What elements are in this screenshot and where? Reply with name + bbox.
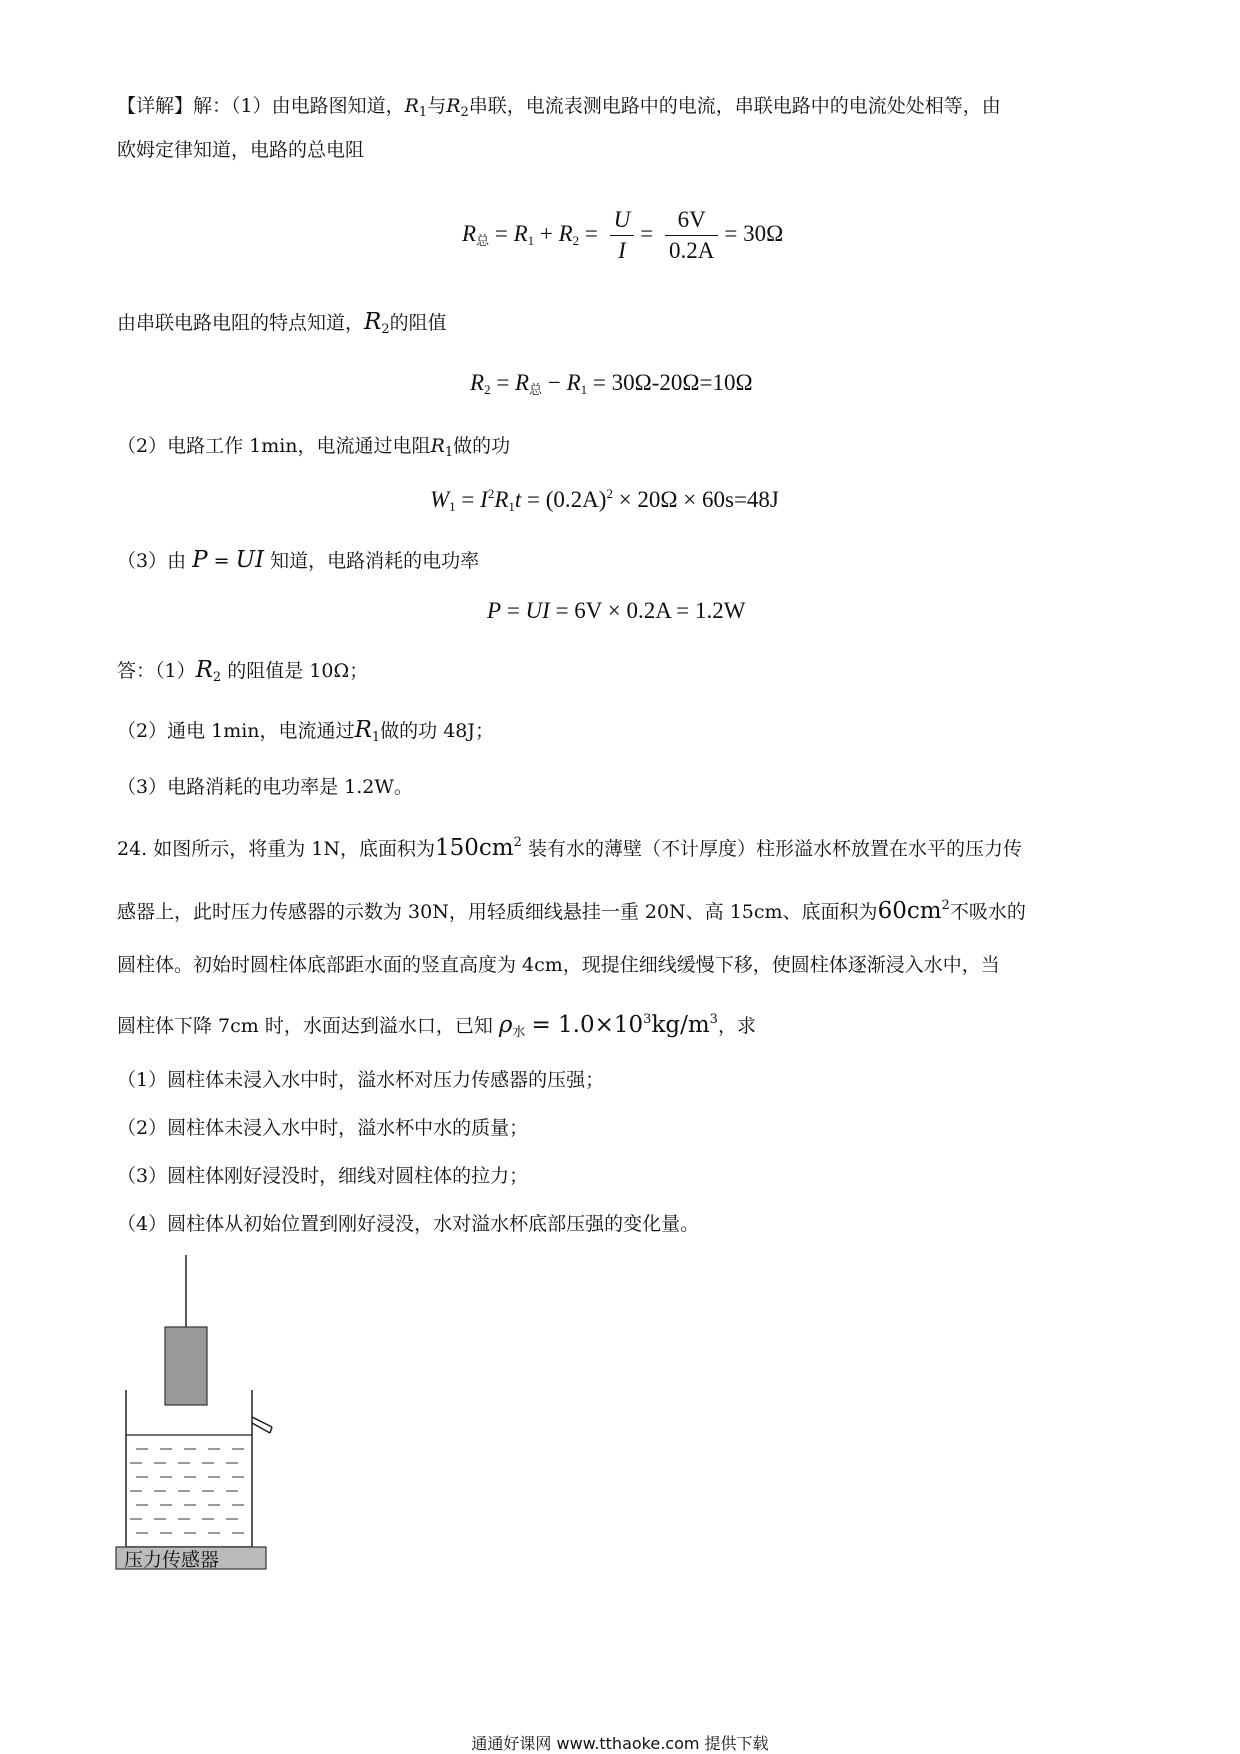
cylinder-block (165, 1327, 207, 1405)
question-24-part-2: （2）圆柱体未浸入水中时，溢水杯中水的质量； (117, 1117, 529, 1139)
question-24-line-1: 24. 如图所示，将重为 1N，底面积为$150cm^2$ 装有水的薄壁（不计厚度）柱形溢水杯放置在水平的压力传 (117, 835, 1022, 861)
equation-total-resistance: $R_总 = R_1 + R_2$ = $\frac{U}{I}$ = $\frac{6V}{0.2A}$ = 30Ω (462, 207, 784, 263)
solution-line-5: （3）由 P = UI 知道，电路消耗的电功率 (117, 547, 480, 573)
footer: 通通好课网 www.tthaoke.com 提供下载 (471, 1734, 769, 1753)
water-dashes (130, 1449, 244, 1533)
equation-power: P = UI = 6V × 0.2A = 1.2W (487, 598, 746, 623)
question-24-part-3: （3）圆柱体刚好浸没时，细线对圆柱体的拉力； (117, 1165, 529, 1187)
answer-line-2: （2）通电 1min，电流通过$R_1$做的功 48J； (117, 717, 495, 745)
question-24-line-3: 圆柱体。初始时圆柱体底部距水面的竖直高度为 4cm，现提住细线缓慢下移，使圆柱体逐渐浸入水中，当 (117, 954, 1000, 976)
solution-line-2: 欧姆定律知道，电路的总电阻 (117, 139, 365, 161)
solution-line-3: 由串联电路电阻的特点知道，$R_2$的阻值 (117, 309, 447, 337)
answer-line-1: 答：$(1)R_2$ 的阻值是 10Ω； (117, 657, 369, 685)
question-24-part-4: （4）圆柱体从初始位置到刚好浸没，水对溢水杯底部压强的变化量。 (117, 1213, 700, 1235)
equation-work: $W_1 = I^2R_1t = (0.2A)^2 \times 20\Omega \times 60s=48J$ (430, 486, 779, 514)
overflow-cup-diagram (110, 1255, 290, 1575)
question-24-line-2: 感器上，此时压力传感器的示数为 30N，用轻质细线悬挂一重 20N、高 15cm、底面积为$60cm^2$不吸水的 (117, 898, 1026, 924)
sensor-label: 压力传感器 (124, 1549, 220, 1571)
solution-line-4: （2）电路工作 1min，电流通过电阻$R_1$做的功 (117, 435, 511, 460)
answer-line-3: （3）电路消耗的电功率是 1.2W。 (117, 776, 413, 798)
question-24-part-1: （1）圆柱体未浸入水中时，溢水杯对压力传感器的压强； (117, 1069, 605, 1091)
question-24-line-4: 圆柱体下降 7cm 时，水面达到溢水口，已知 $\rho_水 = 1.0\times 10^3kg/m^3$，求 (117, 1012, 756, 1040)
equation-r2: $R_2 = R_总 - R_1 = 30\Omega-20\Omega=10\Omega$ (470, 370, 753, 397)
solution-line-1: 【详解】解：（1）由电路图知道，$R_1$与$R_2$串联，电流表测电路中的电流，串联电路中的电流处处相等，由 (117, 95, 1001, 120)
